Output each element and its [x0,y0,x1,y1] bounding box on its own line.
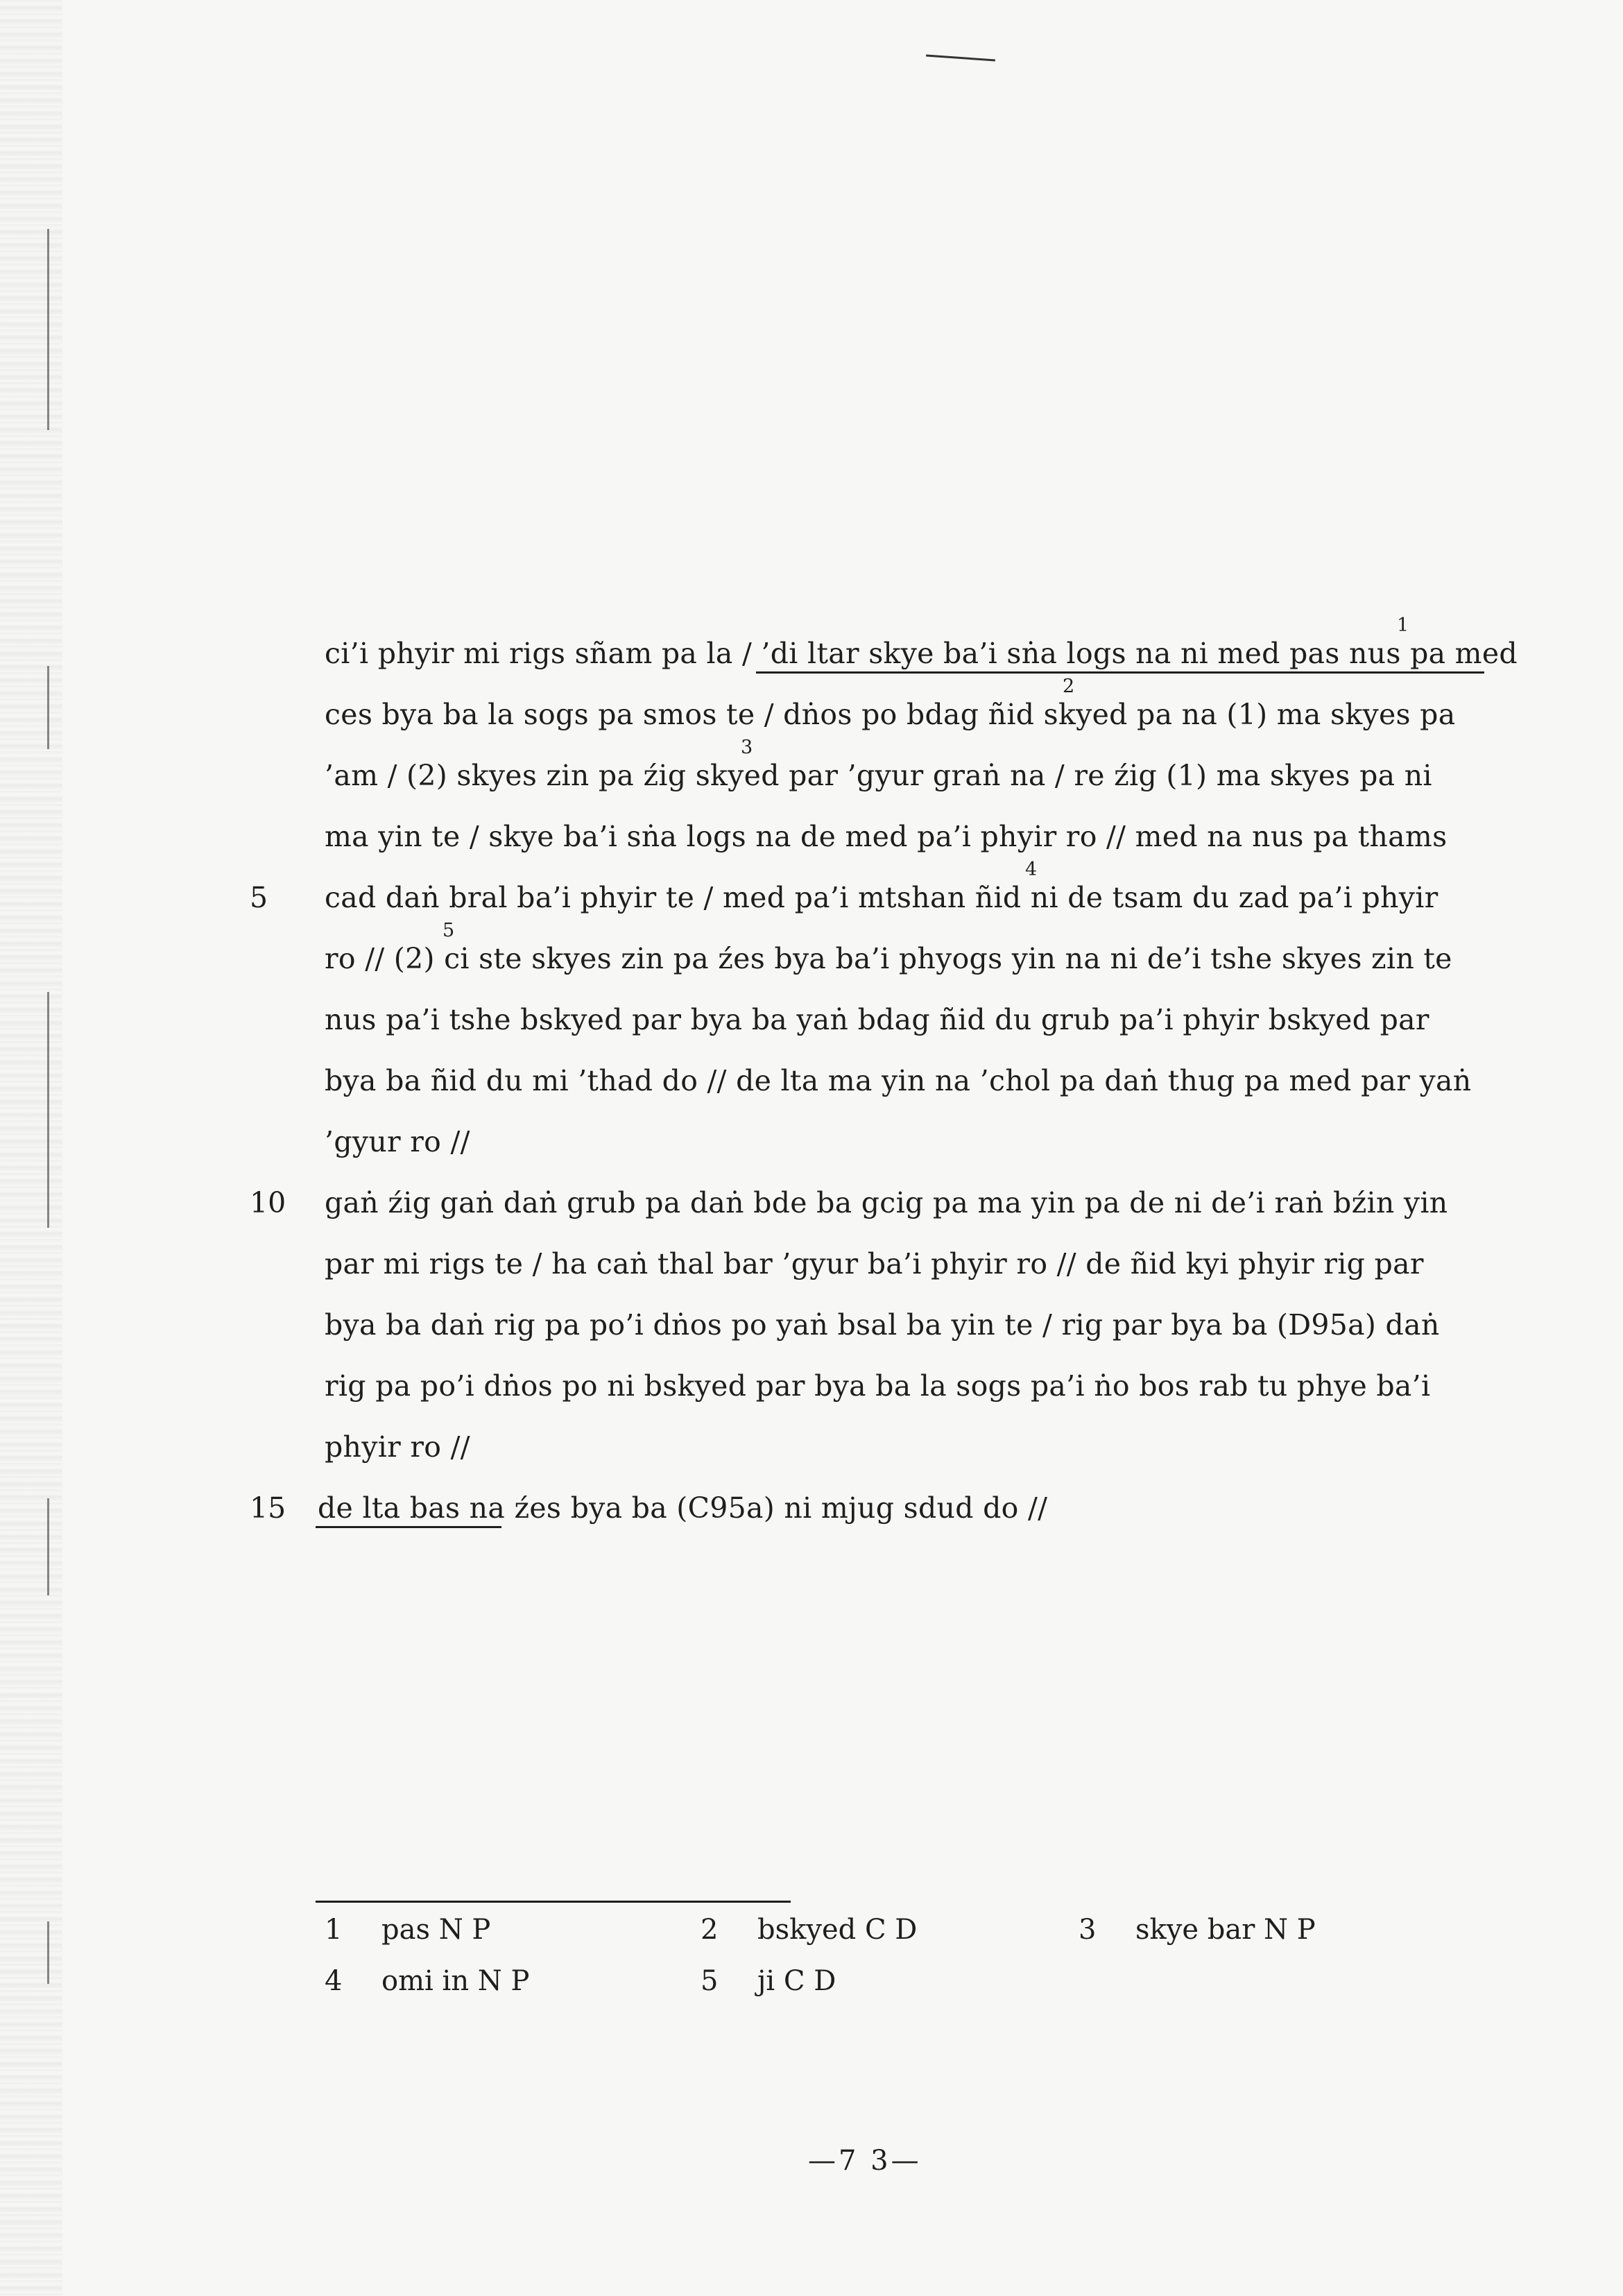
footnote-mark-2: 2 [1063,676,1075,697]
footnote-text: bskyed C D [757,1914,918,1946]
underline-line-1 [756,671,1484,674]
footnote-number: 3 [1079,1914,1097,1946]
scan-edge-line [47,1498,49,1595]
text-line-14: phyir ro // [325,1430,470,1464]
scan-edge-line [47,229,49,430]
page-number: —7 3— [808,2145,922,2177]
footnote-text: ji C D [757,1965,836,1997]
footnote-4 [325,1967,529,1995]
footnote-mark-3: 3 [741,737,753,758]
footnote-mark-5: 5 [443,920,455,941]
footnote-text: omi in N P [381,1965,530,1997]
text-line-5: cad daṅ bral ba’i phyir te / med pa’i mtshan ñid ni de tsam du zad pa’i phyir [325,881,1439,914]
footnote-mark-4: 4 [1025,859,1038,880]
footnote-number: 4 [325,1965,343,1997]
line-number-10: 10 [250,1186,286,1219]
line-number-5: 5 [250,881,268,914]
footnote-number: 1 [325,1914,343,1946]
text-line-4: ma yin te / skye ba’i sṅa logs na de med pa’i phyir ro // med na nus pa thams [325,820,1448,853]
footnote-rule [316,1901,791,1903]
text-line-8: bya ba ñid du mi ’thad do // de lta ma yin na ’chol pa daṅ thug pa med par yaṅ [325,1064,1472,1097]
scan-edge-line [47,992,49,1228]
scan-edge-line [47,666,49,749]
footnote-number: 5 [701,1965,719,1997]
text-line-7: nus pa’i tshe bskyed par bya ba yaṅ bdag ñid du grub pa’i phyir bskyed par [325,1003,1429,1036]
text-line-10: gaṅ źig gaṅ daṅ grub pa daṅ bde ba gcig pa ma yin pa de ni de’i raṅ bźin yin [325,1186,1448,1219]
footnote-3 [1079,1916,1316,1944]
text-line-13: rig pa po’i dṅos po ni bskyed par bya ba la sogs pa’i ṅo bos rab tu phye ba’i [325,1369,1431,1403]
text-line-3: ’am / (2) skyes zin pa źig skyed par ’gyur graṅ na / re źig (1) ma skyes pa ni [325,759,1432,792]
line-number-15: 15 [250,1491,286,1525]
text-line-9: ’gyur ro // [325,1125,470,1158]
text-line-12: bya ba daṅ rig pa po’i dṅos po yaṅ bsal ba yin te / rig par bya ba (D95a) daṅ [325,1308,1440,1342]
footnote-1 [325,1916,490,1944]
text-line-11: par mi rigs te / ha caṅ thal bar ’gyur ba’i phyir ro // de ñid kyi phyir rig par [325,1247,1424,1280]
text-line-2: ces bya ba la sogs pa smos te / dṅos po bdag ñid skyed pa na (1) ma skyes pa [325,698,1456,731]
footnote-number: 2 [701,1914,719,1946]
underline-line-15 [316,1526,501,1528]
text-line-15: de lta bas na źes bya ba (C95a) ni mjug sdud do // [318,1491,1048,1525]
footnote-2 [701,1916,917,1944]
footnote-mark-1: 1 [1397,615,1409,636]
scan-dash-mark [926,55,995,62]
footnote-text: skye bar N P [1135,1914,1316,1946]
text-line-1: ci’i phyir mi rigs sñam pa la / ’di ltar skye ba’i sṅa logs na ni med pas nus pa med [325,637,1518,670]
footnote-5 [701,1967,836,1995]
scan-edge-line [47,1921,49,1984]
scan-edge-noise [0,0,62,2296]
footnote-text: pas N P [381,1914,491,1946]
text-line-6: ro // (2) ci ste skyes zin pa źes bya ba’i phyogs yin na ni de’i tshe skyes zin te [325,942,1452,975]
